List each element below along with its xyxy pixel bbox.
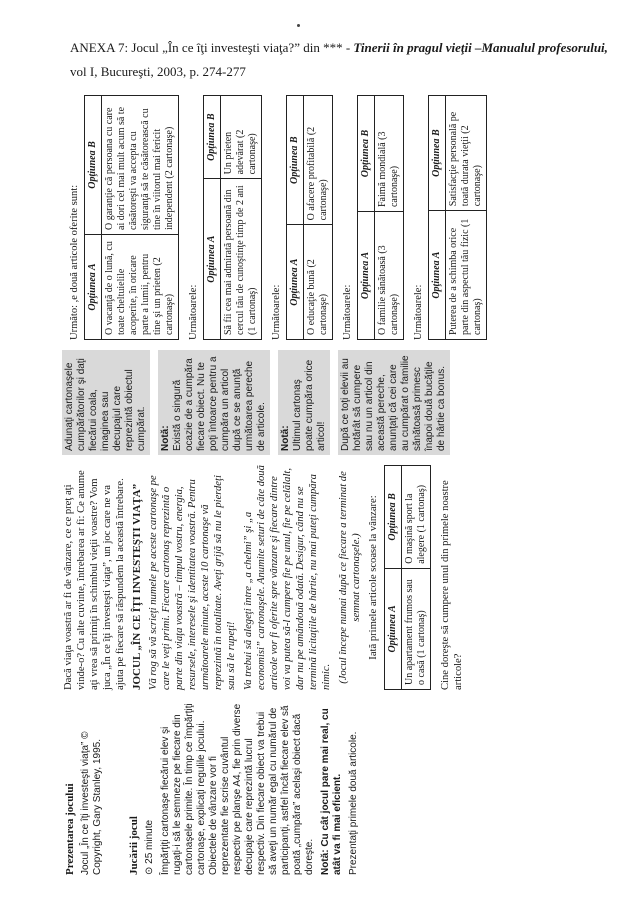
- option-b-cell: O afacere profitabilă (2 cartonaşe): [304, 96, 333, 225]
- option-b-header: Opţiunea B: [385, 466, 402, 569]
- presentation-text: Jocul „În ce îţi investeşti viaţa” © Copyright, Gary Stanley, 1995.: [80, 731, 103, 875]
- first-articles-table: [384, 465, 431, 690]
- next-label: Următoarele:: [188, 284, 199, 340]
- rules-paragraph-3: (Jocul începe numai după ce fiecare a terminat de semnat cartonaşele.): [338, 471, 362, 684]
- header-book-title: Tinerii în pragul vieţii –Manualul profesorului,: [353, 40, 608, 55]
- note2-label: Notă:: [280, 425, 291, 451]
- option-a-header: Opţiunea A: [429, 211, 446, 340]
- option-b-cell: Satisfacţie personală pe toată durata vieţii (2 cartonaşe): [446, 96, 487, 211]
- option-b-cell: O garanţie că persoana cu care ai dori cel mai mult acum să te căsătoreşti va accepta cu siguranţă să te căsătorească cu tine în viitorul mai fericit independent (2 cartonaşe): [102, 96, 179, 235]
- rotated-page: [62, 95, 614, 875]
- game-heading: JOCUL „ÎN CE ÎŢI INVESTEŞTI VIAŢA”: [131, 483, 143, 690]
- collect-instruction: Adunaţi cartonaşele cumpărătorilor şi daţi fiecărui coala, imaginea sau decupajul care reprezintă obiectul cumpărat.: [62, 350, 150, 455]
- option-a-header: Opţiunea A: [385, 568, 402, 689]
- scan-speck: [297, 24, 300, 27]
- next-label: Următoarele:: [342, 284, 353, 340]
- option-a-cell: Un apartament frumos sau o casă (1 cartonaş): [402, 568, 431, 689]
- option-a-cell: O educaţie bună (2 cartonaşe): [304, 225, 333, 340]
- bonus-instruction: După ce toţi elevii au hotărât să cumpere sau nu un articol din această pereche, anunţaţi că cei care au cumpărat o familie sănătoasă primesc înapoi două bucăţile de hârtie ca bonus.: [338, 350, 450, 455]
- articles-table-5: [428, 95, 487, 340]
- game-title: Jucării jocul: [128, 816, 140, 875]
- next-articles-label: Următo: ,e două articole oferite sunt:: [69, 184, 80, 340]
- option-a-cell: Să fii cea mai admirată persoană din cercul tău de cunoştinţe timp de 2 ani (1 cartonaş): [221, 179, 262, 340]
- game-duration: ⊙ 25 minute: [144, 819, 155, 875]
- option-a-header: Opţiunea A: [287, 225, 304, 340]
- articles-table-4: [357, 95, 404, 340]
- option-a-header: Opţiunea A: [204, 179, 221, 340]
- present-articles: Prezentaţi primele două articole.: [348, 731, 359, 875]
- option-b-header: Opţiunea B: [429, 96, 446, 211]
- articles-table-1: [84, 95, 179, 340]
- option-b-header: Opţiunea B: [85, 96, 102, 235]
- option-b-header: Opţiunea B: [287, 96, 304, 225]
- option-a-cell: Puterea de a schimba orice parte din aspectul tău fizic (1 cartonaş): [446, 211, 487, 340]
- next-label: Următoarele:: [413, 284, 424, 340]
- game-note: Notă: Cu cât jocul pare mai real, cu atât va fi mai eficient.: [320, 708, 343, 875]
- option-a-cell: O familie sănătoasă (3 cartonaşe): [375, 212, 404, 340]
- header-prefix: ANEXA 7: Jocul „În ce îţi investeşti viaţa?” din *** -: [70, 40, 351, 55]
- column-articles: [62, 95, 614, 340]
- option-a-header: Opţiunea A: [358, 212, 375, 340]
- presentation-title: Prezentarea jocului: [64, 783, 76, 875]
- game-instructions: Împărţiţi cartonaşe fiecărui elev şi rugaţi-i să le semneze pe fiecare din cartonaşele primite. În timp ce împărţiţi cartonaşe, explicaţi regulile jocului. Obiectele de vânzare vor fi reprezentate fie scrise cuvântul respectiv pe planşe A4, fie prin diverse decupaje care reprezintă lucrul respectiv. Din fiecare obiect va trebui să aveţi un număr egal cu numărul de participanţi, astfel încât fiecare elev să poată „cumpăra” acelaşi obiect dacă doreşte.: [160, 703, 315, 875]
- note-text: Există o singură ocazie de a cumpăra fiecare obiect. Nu te poţi întoarce pentru a cumpăra un articol după ce se anunţă următoarea pereche de articole.: [172, 356, 267, 451]
- next-label: Următoarele:: [271, 284, 282, 340]
- column-notes: [62, 350, 614, 455]
- rules-paragraph-1: Vă rog să vă scrieţi numele pe aceste cartonaşe pe care le veţi primi. Fiecare cartonaş reprezintă o parte din viaţa voastră – timpul vostru, energia, resursele, interesele şi identitatea voastră. Pentru următoarele minute, aceste 10 cartonaşe vă reprezintă în totalitate. Aveţi grijă să nu le pierdeţi sau să le rupeţi!: [148, 475, 237, 690]
- articles-table-2: [203, 95, 262, 340]
- offered-articles-label: Iată primele articole scoase la vânzare:: [368, 495, 379, 660]
- option-b-cell: Faimă mondială (3 cartonaşe): [375, 96, 404, 212]
- option-a-cell: O vacanţă de o lună, cu toate cheltuielile acoperite, în oricare parte a lumii, pentru tine şi un prieten (2 cartonaşe): [102, 234, 179, 339]
- note2-text: Ultimul cartonaş poate cumpăra orice articol!: [292, 359, 327, 451]
- buy-question: Cine doreşte să cumpere unul din primele noastre articole?: [440, 480, 464, 690]
- column-game-script: [62, 465, 614, 690]
- option-b-header: Opţiunea B: [204, 96, 221, 179]
- column-presentation: [62, 700, 614, 875]
- option-a-header: Opţiunea A: [85, 234, 102, 339]
- option-b-header: Opţiunea B: [358, 96, 375, 212]
- articles-table-3: [286, 95, 333, 340]
- option-b-cell: O maşină sport la alegere (1 cartonaş): [402, 466, 431, 569]
- rules-paragraph-2: Va trebui să alegeţi între „a chelmi” şi „a economisi” cartonaşele. Anumite seturi de câte două articole vor fi oferite spre vânzare şi fiecare dintre voi va putea să-l cumpere fie pe unul, fie pe celălalt, dar nu pe amândouă odată. Desigur, când nu se termină licitaţiile de hârtie, nu mai puteţi cumpăra nimic.: [243, 465, 332, 690]
- header-suffix: vol I, Bucureşti, 2003, p. 274-277: [70, 64, 246, 79]
- annex-header: [70, 36, 620, 84]
- note-label: Notă:: [160, 425, 171, 451]
- intro-paragraph: Dacă viaţa voastră ar fi de vânzare, ce ce preţ aţi vinde-o? Cu alte cuvinte, întrebarea ar fi: Ce anume aţi vrea să primiţi în schimbul vieţii voastre? Vom juca „În ce îţi investeşti viaţa”, un joc care ne va ajuta pe fiecare să răspundem la această întrebare.: [63, 470, 126, 690]
- option-b-cell: Un prieten adevărat (2 cartonaşe): [221, 96, 262, 179]
